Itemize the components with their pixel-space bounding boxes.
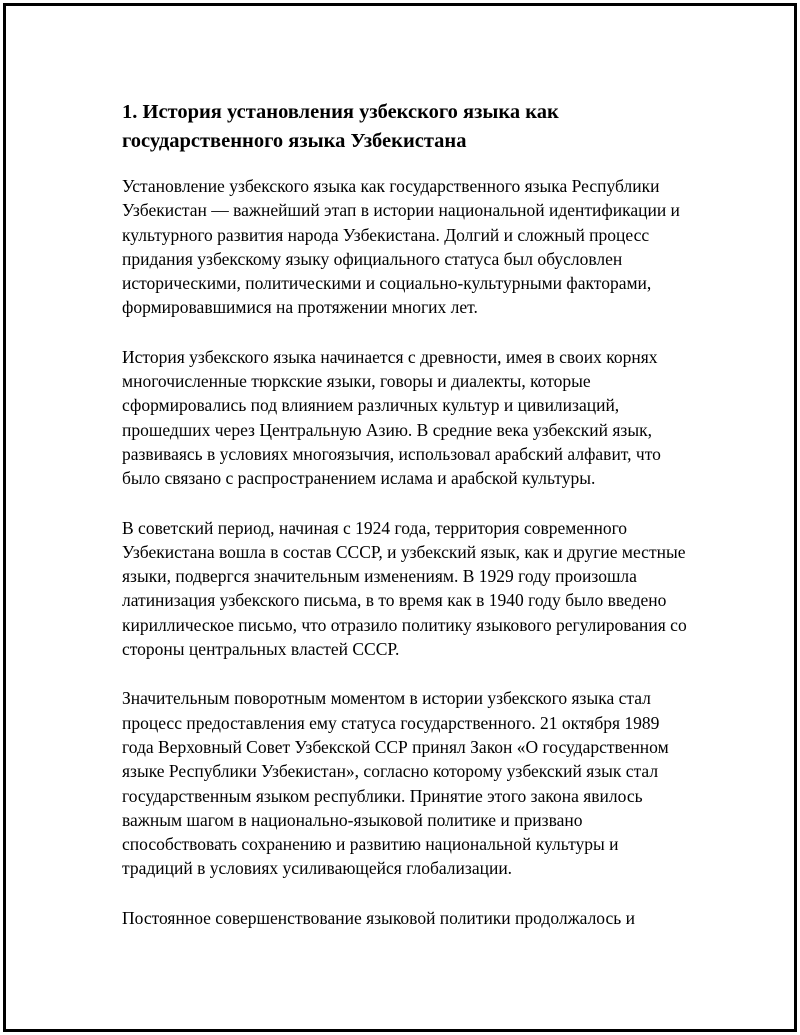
page-frame	[3, 3, 797, 1032]
section-heading: 1. История установления узбекского языка как государственного языка Узбекистана	[122, 101, 559, 152]
paragraph-4: Значительным поворотным моментом в истории узбекского языка стал процесс предоставления ему статуса государственного. 21 октября 1989 года Верховный Совет Узбекской ССР принял Закон «О государственном языке Республики Узбекистан», согласно которому узбекский язык стал государственным языком республики. Принятие этого закона явилось важным шагом в национально-языковой политике и призвано способствовать сохранению и развитию национальной культуры и традиций в условиях усиливающейся глобализации.	[122, 688, 669, 879]
paragraph-2: История узбекского языка начинается с древности, имея в своих корнях многочисленные тюркские языки, говоры и диалекты, которые сформировались под влиянием различных культур и цивилизаций, прошедших через Центральную Азию. В средние века узбекский язык, развиваясь в условиях многоязычия, использовал арабский алфавит, что было связано с распространением ислама и арабской культуры.	[122, 346, 661, 489]
paragraph-3: В советский период, начиная с 1924 года, территория современного Узбекистана вошла в состав СССР, и узбекский язык, как и другие местные языки, подвергся значительным изменениям. В 1929 году произошла латинизация узбекского письма, в то время как в 1940 году было введено кириллическое письмо, что отразило политику языкового регулирования со стороны центральных властей СССР.	[122, 517, 687, 660]
paragraph-1: Установление узбекского языка как государственного языка Республики Узбекистан — важнейший этап в истории национальной идентификации и культурного развития народа Узбекистана. Долгий и сложный процесс придания узбекскому языку официального статуса был обусловлен историческими, политическими и социально-культурными факторами, формировавшимися на протяжении многих лет.	[122, 176, 680, 318]
document-body	[122, 98, 692, 955]
paragraph-5: Постоянное совершенствование языковой политики продолжалось и	[122, 907, 635, 928]
